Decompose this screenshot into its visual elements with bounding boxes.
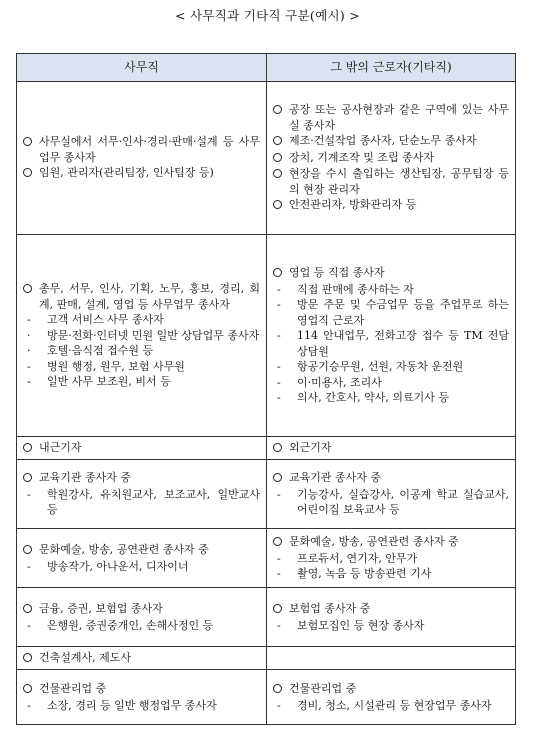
list-item-text: 현장을 수시 출입하는 생산팀장, 공무팀장 등의 현장 관리자 — [289, 167, 509, 196]
list-item — [273, 102, 509, 133]
list-item-text: 이·미용사, 조리사 — [297, 375, 382, 389]
list-item — [23, 328, 260, 344]
dash-bullet-icon: - — [27, 559, 31, 573]
dot-bullet-icon: · — [27, 328, 31, 342]
list-item — [23, 698, 260, 714]
list-item — [273, 133, 509, 150]
list-item-text: 항공기승무원, 선원, 자동차 운전원 — [297, 360, 464, 374]
list-item — [23, 343, 260, 359]
list-item — [273, 197, 509, 214]
list-item-text: 금융, 증권, 보험업 종사자 — [39, 602, 163, 615]
list-item — [23, 601, 260, 618]
list-item-text: 보험모집인 등 현장 종사자 — [297, 618, 425, 632]
list-item — [23, 374, 260, 390]
list-item-text: 교육기관 종사자 중 — [39, 471, 132, 485]
list-item — [23, 618, 260, 634]
table-row — [17, 437, 516, 460]
circle-bullet-icon — [273, 440, 289, 457]
page-title: < 사무직과 기타직 구분(예시) > — [174, 8, 361, 23]
circle-bullet-icon — [23, 165, 39, 182]
list-item-text: 소장, 경리 등 일반 행정업무 종사자 — [47, 698, 217, 712]
list-item — [23, 359, 260, 375]
list-item — [23, 281, 260, 312]
dot-bullet-icon: · — [27, 344, 31, 358]
list-item — [273, 487, 509, 518]
list-item — [23, 470, 260, 487]
dash-bullet-icon: - — [277, 567, 281, 581]
list-item — [273, 359, 509, 375]
list-item-text: 일반 사무 보조원, 비서 등 — [47, 375, 171, 389]
list-item-text: 방송작가, 아나운서, 디자이너 — [47, 559, 189, 573]
circle-bullet-icon — [23, 601, 39, 618]
table-row — [17, 529, 516, 588]
list-item-text: 경비, 청소, 시설관리 등 현장업무 종사자 — [297, 698, 492, 712]
list-item-text: 프로듀서, 연기자, 안무가 — [297, 551, 418, 565]
list-item-text: 교육기관 종사자 중 — [289, 471, 382, 485]
classification-table — [16, 53, 516, 725]
dash-bullet-icon: - — [277, 375, 281, 389]
circle-bullet-icon — [273, 133, 289, 150]
list-item-text: 고객 서비스 사무 종사자 — [47, 313, 164, 327]
list-item — [23, 559, 260, 575]
table-row — [17, 670, 516, 725]
list-item-text: 제조·건설작업 종사자, 단순노무 종사자 — [289, 134, 477, 148]
dash-bullet-icon: - — [277, 391, 281, 405]
list-item — [23, 542, 260, 559]
other-cell — [267, 529, 516, 588]
list-item — [273, 681, 509, 698]
list-item-text: 공장 또는 공사현장과 같은 구역에 있는 사무실 종사자 — [289, 103, 509, 132]
list-item-text: 114 안내업무, 전화고장 접수 등 TM 전담상담원 — [297, 329, 509, 358]
list-item-text: 보험업 종사자 중 — [289, 602, 371, 615]
list-item — [273, 566, 509, 582]
office-cell — [17, 460, 267, 529]
circle-bullet-icon — [23, 440, 39, 457]
list-item-text: 문화예술, 방송, 공연관련 종사자 중 — [289, 535, 459, 549]
list-item — [23, 165, 260, 182]
list-item — [273, 297, 509, 328]
list-item-text: 외근기자 — [289, 440, 332, 454]
list-item-text: 문화예술, 방송, 공연관련 종사자 중 — [39, 543, 209, 556]
circle-bullet-icon — [273, 265, 289, 282]
office-cell — [17, 588, 267, 647]
table-row — [17, 588, 516, 647]
list-item — [273, 390, 509, 406]
list-item — [23, 681, 260, 698]
header-office-workers: 사무직 — [17, 54, 267, 82]
table-row — [17, 82, 516, 235]
list-item — [273, 470, 509, 487]
circle-bullet-icon — [273, 534, 289, 551]
list-item-text: 임원, 관리자(관리팀장, 인사팀장 등) — [39, 166, 214, 180]
dash-bullet-icon: - — [277, 360, 281, 374]
list-item-text: 안전관리자, 방화관리자 등 — [289, 198, 417, 212]
circle-bullet-icon — [23, 470, 39, 487]
list-item-text: 학원강사, 유치원교사, 보조교사, 일반교사 등 — [47, 487, 260, 517]
list-item-text: 호텔·음식점 접수원 등 — [47, 344, 154, 358]
dash-bullet-icon: - — [27, 375, 31, 389]
list-item — [23, 312, 260, 328]
list-item — [23, 440, 260, 457]
office-cell — [17, 82, 267, 235]
circle-bullet-icon — [23, 542, 39, 559]
list-item — [23, 134, 260, 165]
circle-bullet-icon — [23, 134, 39, 165]
dash-bullet-icon: - — [277, 551, 281, 565]
office-cell — [17, 647, 267, 670]
circle-bullet-icon — [273, 166, 289, 197]
dash-bullet-icon: - — [27, 359, 31, 373]
list-item — [23, 487, 260, 518]
office-cell — [17, 235, 267, 437]
office-cell — [17, 670, 267, 725]
office-cell — [17, 529, 267, 588]
list-item-text: 건물관리업 중 — [39, 682, 107, 695]
list-item-text: 건물관리업 중 — [289, 682, 357, 695]
list-item — [273, 282, 509, 298]
list-item — [23, 650, 260, 667]
list-item-text: 영업 등 직접 종사자 — [289, 266, 385, 280]
list-item-text: 촬영, 녹음 등 방송관련 기사 — [297, 567, 432, 581]
other-cell — [267, 235, 516, 437]
list-item — [273, 698, 509, 714]
other-cell — [267, 647, 516, 670]
list-item — [273, 601, 509, 618]
list-item — [273, 551, 509, 567]
list-item-text: 병원 행정, 원무, 보험 사무원 — [47, 359, 185, 373]
circle-bullet-icon — [23, 281, 39, 312]
dash-bullet-icon: - — [277, 282, 281, 296]
dash-bullet-icon: - — [277, 329, 281, 343]
circle-bullet-icon — [23, 681, 39, 698]
dash-bullet-icon: - — [277, 698, 281, 712]
dash-bullet-icon: - — [27, 487, 31, 501]
other-cell — [267, 82, 516, 235]
dash-bullet-icon: - — [277, 618, 281, 632]
circle-bullet-icon — [273, 470, 289, 487]
list-item — [273, 328, 509, 359]
list-item — [273, 166, 509, 197]
office-cell — [17, 437, 267, 460]
table-row — [17, 647, 516, 670]
list-item-text: 직접 판매에 종사하는 자 — [297, 282, 414, 296]
list-item — [273, 375, 509, 391]
list-item-text: 의사, 간호사, 약사, 의료기사 등 — [297, 391, 449, 405]
circle-bullet-icon — [273, 102, 289, 133]
table-row — [17, 460, 516, 529]
list-item-text: 내근기자 — [39, 440, 82, 454]
list-item — [273, 534, 509, 551]
list-item — [273, 150, 509, 167]
other-cell — [267, 460, 516, 529]
other-cell — [267, 437, 516, 460]
dash-bullet-icon: - — [27, 313, 31, 327]
list-item-text: 건축설계사, 제도사 — [39, 650, 132, 664]
list-item — [273, 265, 509, 282]
list-item-text: 방문·전화·인터넷 민원 일반 상담업무 종사자 — [47, 328, 260, 342]
dash-bullet-icon: - — [27, 618, 31, 632]
list-item — [273, 440, 509, 457]
header-other-workers: 그 밖의 근로자(기타직) — [267, 54, 516, 82]
dash-bullet-icon: - — [277, 298, 281, 312]
circle-bullet-icon — [273, 197, 289, 214]
table-header-row — [17, 54, 516, 82]
other-cell — [267, 588, 516, 647]
list-item-text: 은행원, 증권중개인, 손해사정인 등 — [47, 618, 214, 632]
other-cell — [267, 670, 516, 725]
list-item-text: 사무실에서 서무·인사·경리·판매·설계 등 사무업무 종사자 — [39, 135, 260, 164]
list-item-text: 기능강사, 실습강사, 이공계 학교 실습교사, 어린이집 보육교사 등 — [297, 487, 509, 517]
circle-bullet-icon — [273, 150, 289, 167]
list-item — [273, 618, 509, 634]
circle-bullet-icon — [273, 681, 289, 698]
circle-bullet-icon — [273, 601, 289, 618]
dash-bullet-icon: - — [277, 487, 281, 501]
table-row — [17, 235, 516, 437]
dash-bullet-icon: - — [27, 698, 31, 712]
list-item-text: 총무, 서무, 인사, 기획, 노무, 홍보, 경리, 회계, 판매, 설계, 영업 등 사무업무 종사자 — [39, 282, 260, 311]
list-item-text: 장치, 기계조작 및 조립 종사자 — [289, 150, 434, 164]
circle-bullet-icon — [23, 650, 39, 667]
list-item-text: 방문 주문 및 수금업무 등을 주업무로 하는 영업직 근로자 — [297, 298, 509, 327]
